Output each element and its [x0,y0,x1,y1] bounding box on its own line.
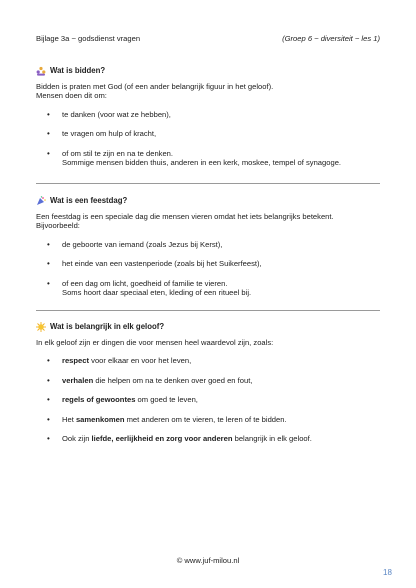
section-title: Wat is bidden? [50,66,106,76]
intro-line: Mensen doen dit om: [36,91,107,101]
bold-term: liefde, eerlijkheid en zorg voor anderen [91,434,233,444]
intro-line: Bidden is praten met God (of een ander belangrijk figuur in het geloof). [36,82,274,91]
intro-line: In elk geloof zijn er dingen die voor mensen heel waardevol zijn, zoals: [36,338,274,347]
section-heading [36,196,380,206]
list-item: • de geboorte van iemand (zoals Jezus bij Kerst), [36,240,380,249]
section-title: Wat is een feestdag? [50,196,128,206]
list-item: • regels of gewoontes om goed te leven, [36,395,380,404]
list-note: Soms hoort daar speciaal eten, kleding of een ritueel bij. [62,288,252,298]
list-item [36,279,380,298]
divider [36,183,380,184]
bullet-list [36,110,380,168]
bullet-list [36,240,380,298]
list-item: • te vragen om hulp of kracht, [36,129,380,138]
section-title: Wat is belangrijk in elk geloof? [50,322,165,332]
footer-copyright: © www.juf-milou.nl [176,556,240,565]
divider [36,310,380,311]
bold-term: regels of gewoontes [62,395,136,405]
list-item: • te danken (voor wat ze hebben), [36,110,380,119]
section-heading [36,322,380,332]
page-number: 18 [383,568,392,577]
list-item: • het einde van een vastenperiode (zoals bij het Suikerfeest), [36,259,380,268]
list-item-text: • of om stil te zijn en na te denken. [62,148,174,158]
list-note: Sommige mensen bidden thuis, anderen in een kerk, moskee, tempel of synagoge. [62,158,342,168]
section-belangrijk [36,322,380,444]
sun-icon [36,322,46,332]
bold-term: samenkomen [75,414,125,424]
list-item-text: • of een dag om licht, goedheid of familie te vieren. [62,278,228,288]
section-heading [36,66,380,76]
praying-people-icon [36,66,46,76]
header-title: Bijlage 3a ~ godsdienst vragen [36,34,141,43]
section-bidden [36,66,380,168]
list-item [36,149,380,168]
bullet-list [36,356,380,443]
bold-term: verhalen [62,375,94,385]
page-header [36,34,380,46]
list-item: • Het samenkomen met anderen om te vieren, te leren of te bidden. [36,415,380,424]
intro-line: Bijvoorbeeld: [36,221,80,231]
list-item: • Ook zijn liefde, eerlijkheid en zorg voor anderen belangrijk in elk geloof. [36,434,380,443]
section-feestdag [36,196,380,298]
header-subtitle: (Groep 6 ~ diversiteit ~ les 1) [282,34,380,43]
list-item: • verhalen die helpen om na te denken over goed en fout, [36,376,380,385]
list-item: • respect voor elkaar en voor het leven, [36,356,380,365]
intro-line: Een feestdag is een speciale dag die mensen vieren omdat het iets belangrijks betekent. [36,212,334,221]
party-popper-icon [36,196,46,206]
bold-term: respect [62,356,90,366]
